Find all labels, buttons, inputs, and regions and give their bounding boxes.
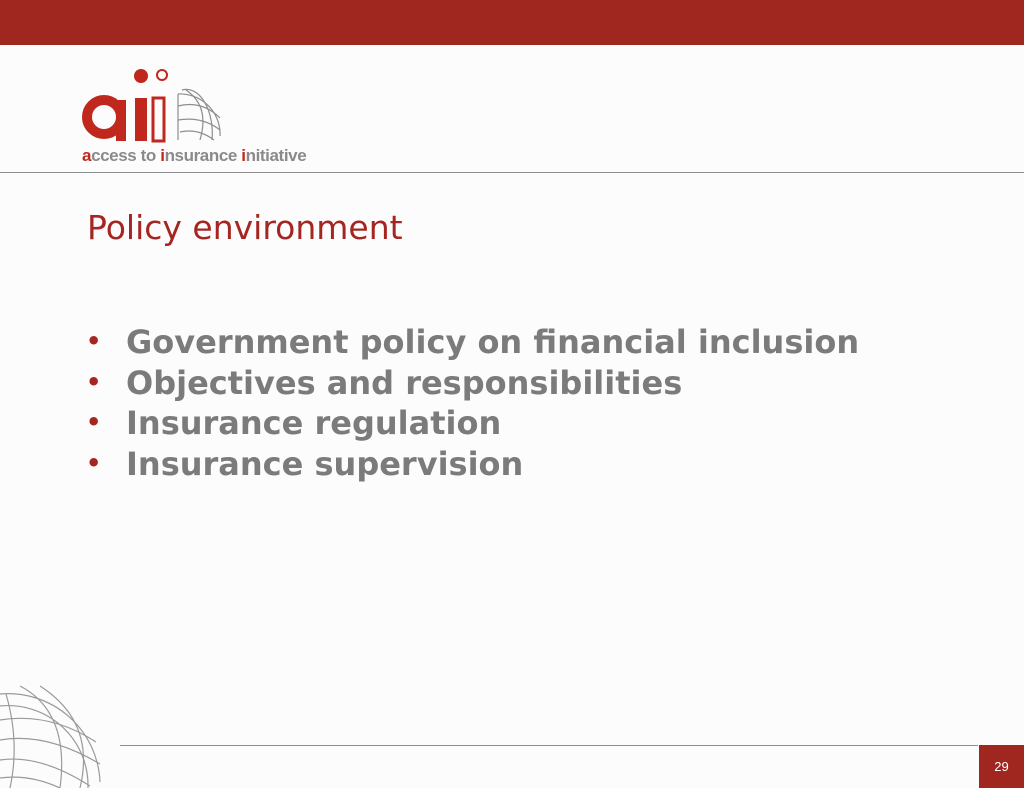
bullet-item — [84, 322, 859, 363]
bullet-text: Objectives and responsibilities — [126, 363, 683, 402]
aii-logo — [82, 66, 342, 168]
bullet-text: Insurance regulation — [126, 404, 502, 442]
bullet-dot: • — [86, 448, 102, 477]
header-divider — [0, 172, 1024, 173]
bullet-list — [84, 322, 859, 484]
top-brand-bar — [0, 0, 1024, 45]
footer-divider — [120, 745, 978, 746]
globe-decoration-icon — [0, 682, 102, 788]
bullet-item — [84, 444, 859, 485]
bullet-text: Government policy on financial inclusion — [126, 323, 860, 361]
bullet-item — [84, 363, 859, 404]
logo-tagline: access to insurance initiative — [82, 146, 307, 165]
bullet-text: Insurance supervision — [126, 444, 524, 483]
page-number: 29 — [994, 759, 1009, 774]
bullet-dot: • — [86, 327, 102, 355]
bullet-item — [84, 403, 859, 444]
bullet-dot: • — [86, 408, 102, 436]
slide-title: Policy environment — [87, 208, 403, 247]
globe-icon — [178, 89, 220, 140]
bullet-dot: • — [86, 367, 102, 396]
aii-logo-mark — [82, 66, 232, 146]
